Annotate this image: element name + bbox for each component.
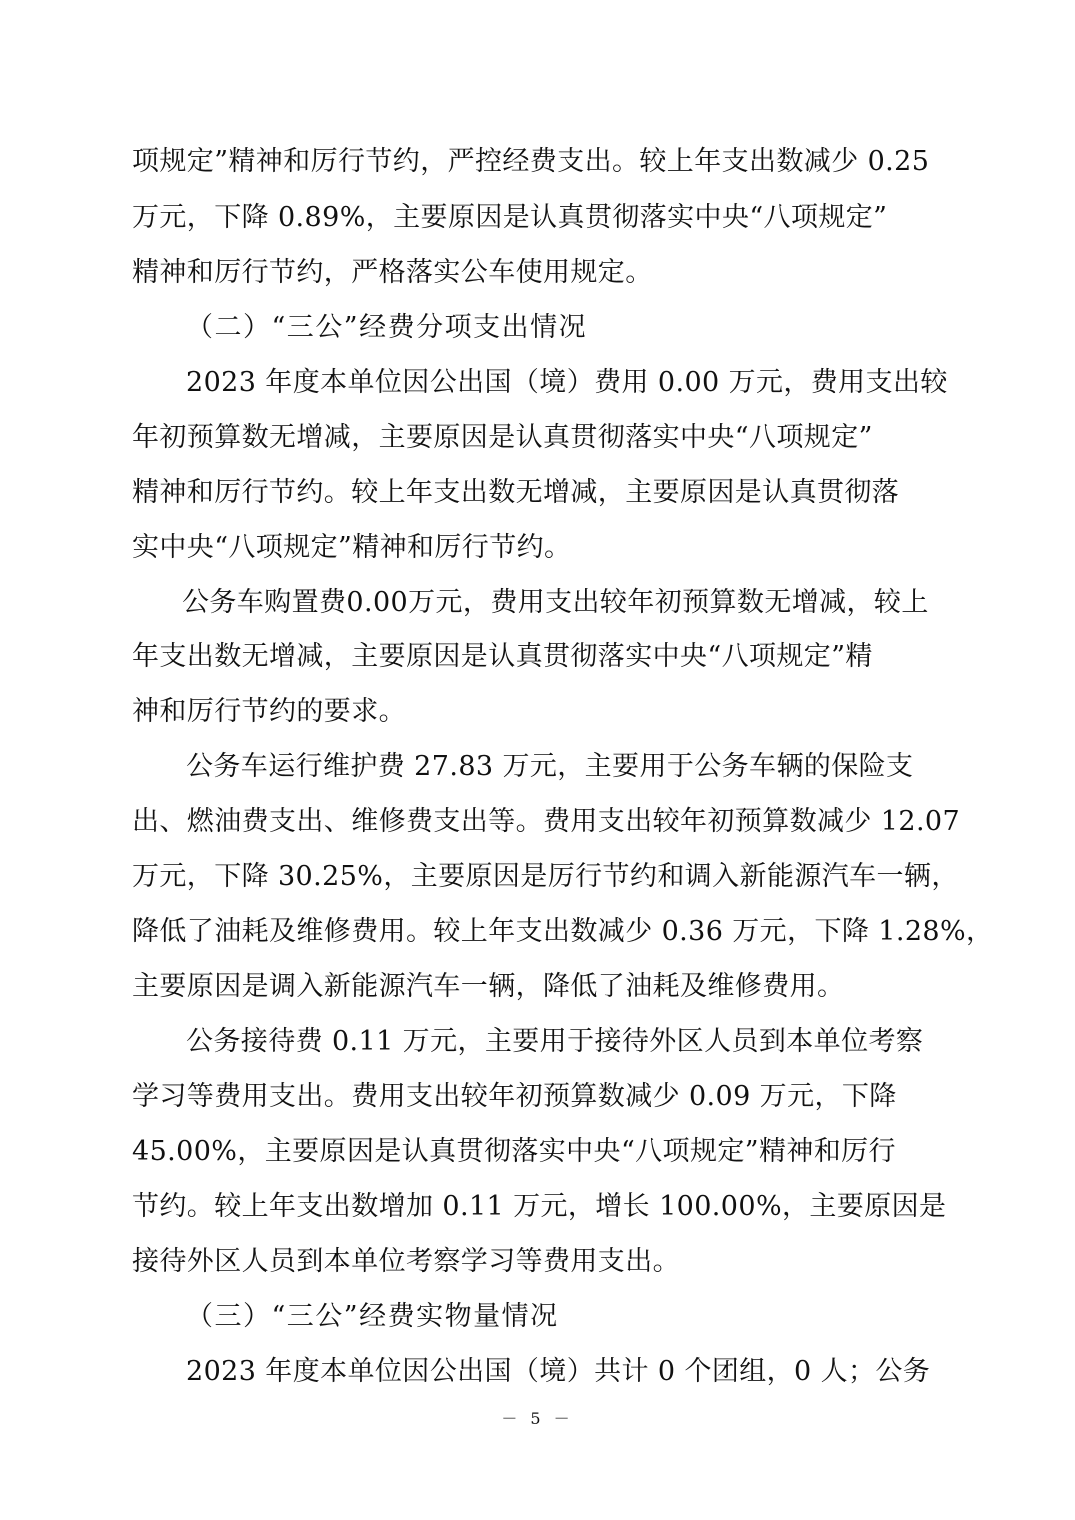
paragraph-line: 精神和厉行节约，严格落实公车使用规定。 <box>132 257 653 288</box>
paragraph-line: 实中央“八项规定”精神和厉行节约。 <box>132 532 572 563</box>
paragraph-line: 2023 年度本单位因公出国（境）共计 0 个团组，0 人；公务 <box>186 1356 931 1387</box>
paragraph-line: 精神和厉行节约。较上年支出数无增减，主要原因是认真贯彻落 <box>132 477 900 508</box>
paragraph-line: 年初预算数无增减，主要原因是认真贯彻落实中央“八项规定” <box>132 422 873 453</box>
section-heading-3: （三）“三公”经费实物量情况 <box>186 1301 559 1332</box>
paragraph-line: 公务车购置费0.00万元，费用支出较年初预算数无增减，较上 <box>182 587 929 618</box>
paragraph-line: 万元，下降 30.25%，主要原因是厉行节约和调入新能源汽车一辆， <box>132 861 959 892</box>
paragraph-line: 项规定”精神和厉行节约，严控经费支出。较上年支出数减少 0.25 <box>132 146 930 177</box>
paragraph-line: 公务车运行维护费 27.83 万元，主要用于公务车辆的保险支 <box>186 751 914 782</box>
paragraph-line: 接待外区人员到本单位考察学习等费用支出。 <box>132 1246 680 1277</box>
paragraph-line: 2023 年度本单位因公出国（境）费用 0.00 万元，费用支出较 <box>186 367 948 398</box>
paragraph-line: 主要原因是调入新能源汽车一辆，降低了油耗及维修费用。 <box>132 971 845 1002</box>
paragraph-line: 出、燃油费支出、维修费支出等。费用支出较年初预算数减少 12.07 <box>132 806 961 837</box>
paragraph-line: 45.00%，主要原因是认真贯彻落实中央“八项规定”精神和厉行 <box>132 1136 896 1167</box>
paragraph-line: 年支出数无增减，主要原因是认真贯彻落实中央“八项规定”精 <box>132 641 873 672</box>
paragraph-line: 降低了油耗及维修费用。较上年支出数减少 0.36 万元，下降 1.28%， <box>132 916 994 947</box>
paragraph-line: 节约。较上年支出数增加 0.11 万元，增长 100.00%，主要原因是 <box>132 1191 947 1222</box>
paragraph-line: 公务接待费 0.11 万元，主要用于接待外区人员到本单位考察 <box>186 1026 924 1057</box>
paragraph-line: 万元，下降 0.89%，主要原因是认真贯彻落实中央“八项规定” <box>132 202 888 233</box>
paragraph-line: 神和厉行节约的要求。 <box>132 696 406 727</box>
section-heading-2: （二）“三公”经费分项支出情况 <box>186 312 588 343</box>
page-number: － 5 － <box>501 1409 574 1428</box>
paragraph-line: 学习等费用支出。费用支出较年初预算数减少 0.09 万元，下降 <box>132 1081 897 1112</box>
